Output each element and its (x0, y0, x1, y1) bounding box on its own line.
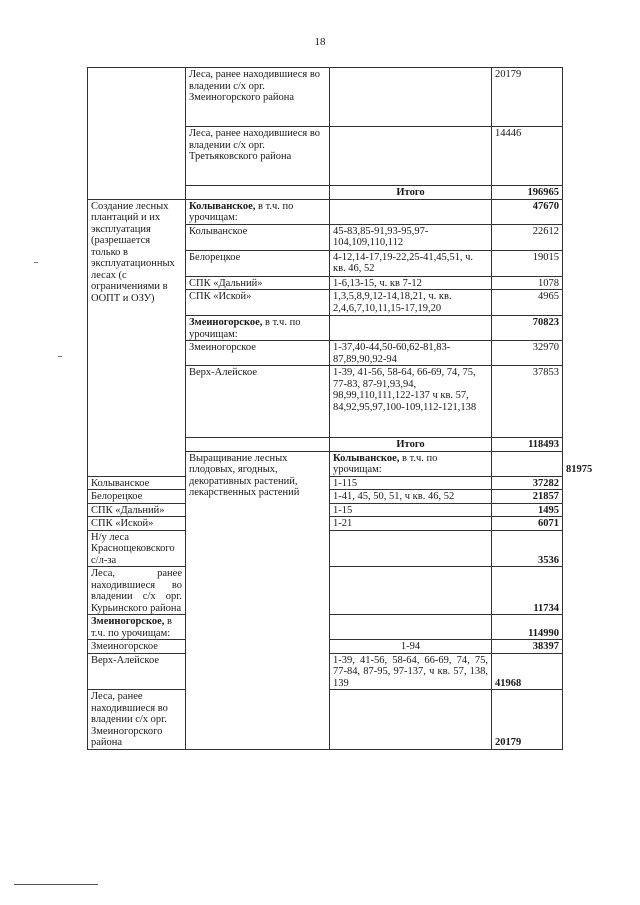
forest-name-cell: Змеиногорское (88, 640, 186, 654)
quarters-cell: 4-12,14-17,19-22,25-41,45,51, ч. кв. 46, 52 (330, 250, 492, 276)
forest-name-cell: Верх-Алейское (186, 366, 330, 438)
group-title-rest: в т.ч. по урочищам: (333, 452, 438, 475)
total-label: Итого (330, 186, 492, 200)
total-label: Итого (330, 438, 492, 452)
quarters-cell: 1-15 (330, 503, 492, 517)
group-title (186, 316, 330, 341)
group-title-rest: в т.ч. по урочищам: (189, 200, 294, 223)
quarters-cell (330, 68, 492, 127)
forest-name-cell: Н/у леса Краснощековского с/л-за (88, 530, 186, 567)
area-cell: 6071 (492, 517, 563, 531)
group-title (88, 615, 186, 640)
group-title-rest: в т.ч. по урочищам: (91, 616, 173, 639)
quarters-cell: 1-39, 41-56, 58-64, 66-69, 74, 75, 77-84, 87-95, 97-137, ч кв. 57, 138, 139 (330, 653, 492, 690)
area-cell: 1495 (492, 503, 563, 517)
group-title-bold: Колыванское, (333, 452, 400, 464)
group-title (186, 199, 330, 224)
area-cell: 14446 (492, 127, 563, 186)
quarters-cell-empty (330, 199, 492, 224)
group-header-row: Выращивание лесных плодовых, ягодных, декоративных растений, лекарственных растений Колыванское, в т.ч. по урочищам: 81975 (88, 451, 563, 476)
forest-name-cell: Леса, ранее находившиеся во владении с/х орг. Третьяковского района (186, 127, 330, 186)
page-number: 18 (314, 36, 326, 48)
area-cell: 41968 (492, 653, 563, 690)
area-cell: 3536 (492, 530, 563, 567)
quarters-cell (330, 567, 492, 615)
area-cell: 22612 (492, 224, 563, 250)
total-spacer (186, 186, 330, 200)
quarters-cell-empty (330, 615, 492, 640)
footnote-rule (14, 884, 98, 885)
quarters-cell: 45-83,85-91,93-95,97-104,109,110,112 (330, 224, 492, 250)
quarters-cell: 1-94 (330, 640, 492, 654)
scan-margin-mark (58, 356, 62, 357)
scan-margin-mark (34, 262, 38, 263)
quarters-cell: 1-41, 45, 50, 51, ч кв. 46, 52 (330, 490, 492, 504)
quarters-cell (330, 530, 492, 567)
area-cell: 37282 (492, 476, 563, 490)
area-cell: 1078 (492, 276, 563, 290)
group-title-bold: Змеиногорское, (91, 616, 165, 627)
group-title-bold: Змеиногорское, (189, 317, 263, 328)
total-value: 118493 (492, 438, 563, 452)
forest-name-cell: Колыванское (88, 476, 186, 490)
quarters-cell: 1-21 (330, 517, 492, 531)
area-cell: 38397 (492, 640, 563, 654)
quarters-cell: 1-6,13-15, ч. кв 7-12 (330, 276, 492, 290)
area-cell: 19015 (492, 250, 563, 276)
quarters-cell (330, 690, 492, 750)
group-total: 114990 (492, 615, 563, 640)
forest-name-cell: Леса, ранее находившиеся во владении с/х орг. Змеиногорского района (88, 690, 186, 750)
area-cell: 20179 (492, 68, 563, 127)
area-cell: 20179 (492, 690, 563, 750)
forest-name-cell: Леса, ранее находившиеся во владении с/х орг. Курьинского района (88, 567, 186, 615)
total-value: 196965 (492, 186, 563, 200)
purpose-cell: Создание лесных плантаций и их эксплуатация (разрешается только в эксплуатационных лесах (с ограничениями в ООПТ и ОЗУ) (88, 199, 186, 476)
forest-name-cell: Белорецкое (186, 250, 330, 276)
quarters-cell-empty (492, 451, 563, 476)
quarters-cell (330, 127, 492, 186)
quarters-cell: 1-39, 41-56, 58-64, 66-69, 74, 75, 77-83, 87-91,93,94, 98,99,110,111,122-137 ч кв. 57, 84,92,95,97,100-109,112-121,138 (330, 366, 492, 438)
area-cell: 37853 (492, 366, 563, 438)
group-header-row (88, 199, 563, 224)
group-title-bold: Колыванское, (189, 200, 256, 212)
group-total: 70823 (492, 316, 563, 341)
forest-name-cell: Колыванское (186, 224, 330, 250)
forest-name-cell: Верх-Алейское (88, 653, 186, 690)
quarters-cell: 1-37,40-44,50-60,62-81,83-87,89,90,92-94 (330, 341, 492, 366)
forest-use-table (87, 67, 593, 750)
quarters-cell-empty (330, 316, 492, 341)
quarters-cell: 1,3,5,8,9,12-14,18,21, ч. кв. 2,4,6,7,10,11,15-17,19,20 (330, 290, 492, 316)
forest-name-cell: СПК «Дальний» (88, 503, 186, 517)
total-spacer (186, 438, 330, 452)
forest-name-cell: Леса, ранее находившиеся во владении с/х орг. Змеиногорского района (186, 68, 330, 127)
forest-name-cell: СПК «Иской» (186, 290, 330, 316)
group-title-rest: в т.ч. по урочищам: (189, 317, 301, 340)
table-row (88, 68, 563, 127)
area-cell: 32970 (492, 341, 563, 366)
quarters-cell: 1-115 (330, 476, 492, 490)
area-cell: 4965 (492, 290, 563, 316)
area-cell: 21857 (492, 490, 563, 504)
forest-name-cell: Змеиногорское (186, 341, 330, 366)
group-title (330, 451, 492, 476)
purpose-cell: Выращивание лесных плодовых, ягодных, декоративных растений, лекарственных растений (186, 451, 330, 749)
forest-name-cell: Белорецкое (88, 490, 186, 504)
group-total: 47670 (492, 199, 563, 224)
purpose-cell-empty (88, 68, 186, 200)
area-cell: 11734 (492, 567, 563, 615)
forest-name-cell: СПК «Дальний» (186, 276, 330, 290)
forest-name-cell: СПК «Иской» (88, 517, 186, 531)
